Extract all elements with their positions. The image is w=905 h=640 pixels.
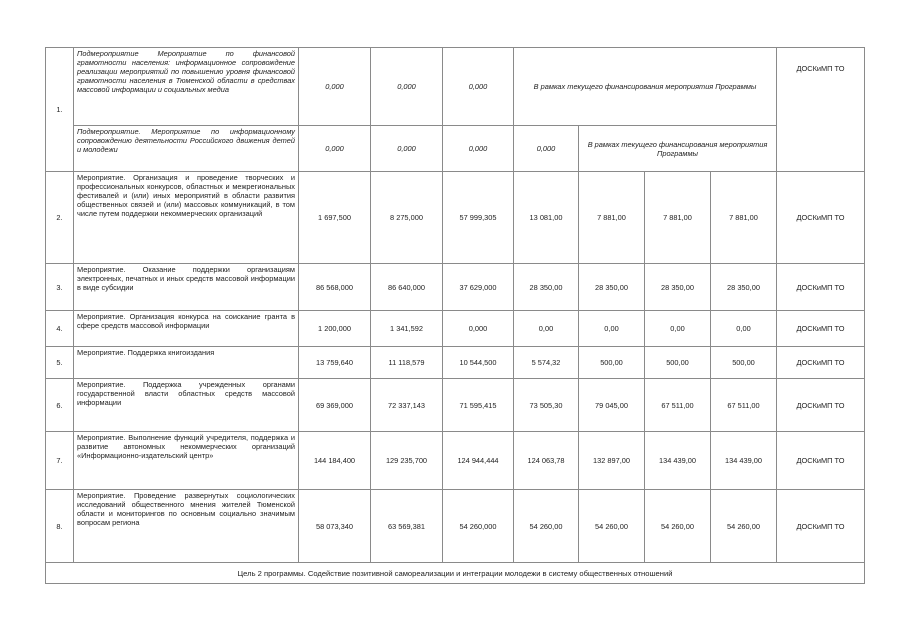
value-cell: 63 569,381 — [371, 490, 443, 563]
value-cell: 124 944,444 — [443, 432, 514, 490]
value-cell: 500,00 — [645, 347, 711, 379]
value-cell: 124 063,78 — [514, 432, 579, 490]
value-cell: 0,00 — [645, 311, 711, 347]
responsible-owner: ДОСКиМП ТО — [777, 347, 865, 379]
value-cell: 11 118,579 — [371, 347, 443, 379]
value-cell: 1 697,500 — [299, 172, 371, 264]
responsible-owner: ДОСКиМП ТО — [777, 264, 865, 311]
value-cell: 69 369,000 — [299, 379, 371, 432]
value-cell: 8 275,000 — [371, 172, 443, 264]
row-description: Подмероприятие Мероприятие по финансовой грамотности населения: информационное сопровождение реализации мероприятий по повышению уровня финансовой грамотности населения в Тюменской области в средствах массовой информации и социальных медиа — [74, 48, 299, 126]
table-row — [46, 172, 865, 264]
value-cell: 57 999,305 — [443, 172, 514, 264]
value-cell: 28 350,00 — [514, 264, 579, 311]
responsible-owner: ДОСКиМП ТО — [777, 311, 865, 347]
row-description: Мероприятие. Организация конкурса на соискание гранта в сфере средств массовой информации — [74, 311, 299, 347]
value-cell: 28 350,00 — [711, 264, 777, 311]
financing-note: В рамках текущего финансирования мероприятия Программы — [579, 126, 777, 172]
program-table — [45, 47, 865, 584]
value-cell: 54 260,00 — [514, 490, 579, 563]
value-cell: 134 439,00 — [645, 432, 711, 490]
value-cell: 37 629,000 — [443, 264, 514, 311]
responsible-owner: ДОСКиМП ТО — [777, 48, 865, 172]
value-cell: 7 881,00 — [579, 172, 645, 264]
row-number: 5. — [46, 347, 74, 379]
value-cell: 134 439,00 — [711, 432, 777, 490]
row-description: Подмероприятие. Мероприятие по информационному сопровождению деятельности Российского движения детей и молодежи — [74, 126, 299, 172]
value-cell: 54 260,00 — [645, 490, 711, 563]
goal-row — [46, 563, 865, 584]
value-cell: 71 595,415 — [443, 379, 514, 432]
value-cell: 0,000 — [299, 126, 371, 172]
row-description: Мероприятие. Выполнение функций учредителя, поддержка и развитие автономных некоммерческих организаций «Информационно-издательский центр» — [74, 432, 299, 490]
value-cell: 0,00 — [579, 311, 645, 347]
responsible-owner: ДОСКиМП ТО — [777, 379, 865, 432]
value-cell: 73 505,30 — [514, 379, 579, 432]
value-cell: 13 081,00 — [514, 172, 579, 264]
value-cell: 0,000 — [443, 126, 514, 172]
value-cell: 1 200,000 — [299, 311, 371, 347]
row-number: 2. — [46, 172, 74, 264]
value-cell: 7 881,00 — [711, 172, 777, 264]
value-cell: 0,000 — [443, 311, 514, 347]
row-number: 8. — [46, 490, 74, 563]
row-number: 6. — [46, 379, 74, 432]
row-number: 4. — [46, 311, 74, 347]
value-cell: 132 897,00 — [579, 432, 645, 490]
value-cell: 54 260,000 — [443, 490, 514, 563]
responsible-owner: ДОСКиМП ТО — [777, 432, 865, 490]
row-description: Мероприятие. Поддержка учрежденных органами государственной власти областных средств массовой информации — [74, 379, 299, 432]
table-row — [46, 490, 865, 563]
financing-note: В рамках текущего финансирования мероприятия Программы — [514, 48, 777, 126]
value-cell: 13 759,640 — [299, 347, 371, 379]
table-row — [46, 432, 865, 490]
value-cell: 86 568,000 — [299, 264, 371, 311]
table-row — [46, 264, 865, 311]
value-cell: 0,000 — [371, 48, 443, 126]
value-cell: 0,000 — [443, 48, 514, 126]
row-description: Мероприятие. Поддержка книгоиздания — [74, 347, 299, 379]
row-description: Мероприятие. Проведение развернутых социологических исследований общественного мнения жителей Тюменской области и мониторингов по основным социально значимым вопросам региона — [74, 490, 299, 563]
value-cell: 67 511,00 — [711, 379, 777, 432]
value-cell: 144 184,400 — [299, 432, 371, 490]
value-cell: 10 544,500 — [443, 347, 514, 379]
value-cell: 0,00 — [514, 311, 579, 347]
row-number: 3. — [46, 264, 74, 311]
value-cell: 28 350,00 — [579, 264, 645, 311]
value-cell: 58 073,340 — [299, 490, 371, 563]
table-row — [46, 347, 865, 379]
value-cell: 54 260,00 — [711, 490, 777, 563]
responsible-owner: ДОСКиМП ТО — [777, 490, 865, 563]
table-row — [46, 379, 865, 432]
value-cell: 1 341,592 — [371, 311, 443, 347]
table-row — [46, 126, 865, 172]
value-cell: 0,000 — [371, 126, 443, 172]
responsible-owner: ДОСКиМП ТО — [777, 172, 865, 264]
value-cell: 54 260,00 — [579, 490, 645, 563]
value-cell: 72 337,143 — [371, 379, 443, 432]
row-description: Мероприятие. Оказание поддержки организациям электронных, печатных и иных средств массовой информации в виде субсидии — [74, 264, 299, 311]
value-cell: 500,00 — [711, 347, 777, 379]
row-number: 7. — [46, 432, 74, 490]
goal-2-heading: Цель 2 программы. Содействие позитивной самореализации и интеграции молодежи в систему общественных отношений — [46, 563, 865, 584]
value-cell: 28 350,00 — [645, 264, 711, 311]
value-cell: 67 511,00 — [645, 379, 711, 432]
value-cell: 129 235,700 — [371, 432, 443, 490]
value-cell: 5 574,32 — [514, 347, 579, 379]
table-row — [46, 311, 865, 347]
row-number: 1. — [46, 48, 74, 172]
value-cell: 0,000 — [514, 126, 579, 172]
value-cell: 500,00 — [579, 347, 645, 379]
value-cell: 79 045,00 — [579, 379, 645, 432]
value-cell: 0,00 — [711, 311, 777, 347]
table-row — [46, 48, 865, 126]
value-cell: 86 640,000 — [371, 264, 443, 311]
value-cell: 0,000 — [299, 48, 371, 126]
value-cell: 7 881,00 — [645, 172, 711, 264]
row-description: Мероприятие. Организация и проведение творческих и профессиональных конкурсов, областных и межрегиональных фестивалей и (или) иных мероприятий в области развития общественных связей и (или) массовых коммуникаций, в том числе путем поддержки некоммерческих организаций — [74, 172, 299, 264]
